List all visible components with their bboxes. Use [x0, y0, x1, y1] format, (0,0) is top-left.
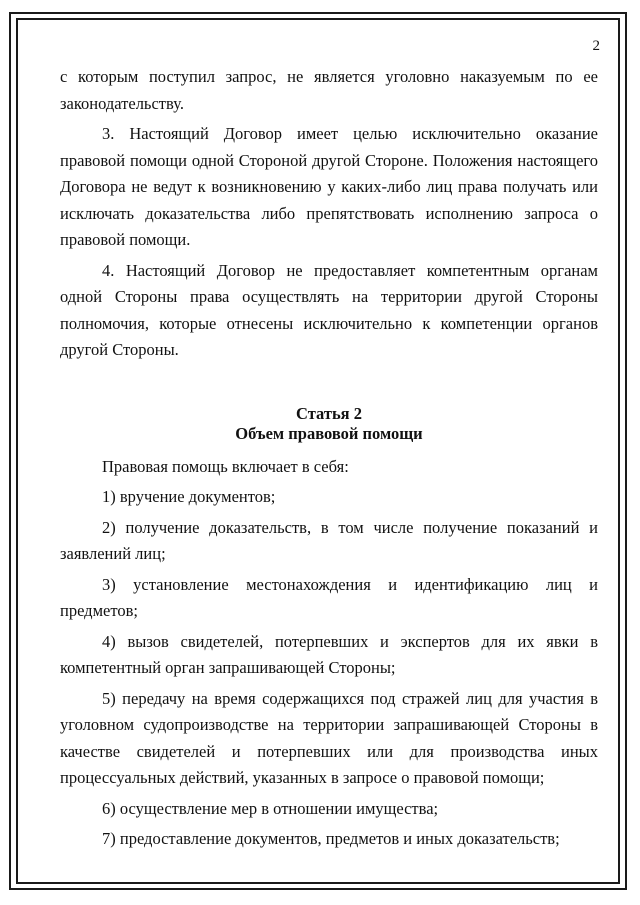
- article-subtitle: Объем правовой помощи: [235, 423, 423, 443]
- list-item-7: 7) предоставление документов, предметов и иных доказательств;: [102, 829, 560, 848]
- article-heading: [60, 404, 598, 444]
- list-item-1: 1) вручение документов;: [102, 487, 276, 506]
- paragraph-clause-4: 4. Настоящий Договор не предоставляет компетентным органам одной Стороны права осуществлять на территории другой Стороны полномочия, которые отнесены исключительно к компетенции органов другой Стороны.: [60, 260, 598, 359]
- list-item-3: 3) установление местонахождения и идентификацию лиц и предметов;: [60, 574, 598, 620]
- paragraph-clause-3: 3. Настоящий Договор имеет целью исключительно оказание правовой помощи одной Стороной другой Стороне. Положения настоящего Договора не ведут к возникновению у каких-либо лиц права получать или исключать доказательства либо препятствовать исполнению запроса о правовой помощи.: [60, 124, 598, 249]
- document-body: [60, 64, 598, 853]
- paragraph-continuation: с которым поступил запрос, не является уголовно наказуемым по ее законодательству.: [60, 67, 598, 113]
- page-number: 2: [592, 38, 600, 54]
- article-title: Статья 2: [296, 403, 362, 423]
- list-item-6: 6) осуществление мер в отношении имущества;: [102, 798, 439, 818]
- list-item-4: 4) вызов свидетелей, потерпевших и экспертов для их явки в компетентный орган запрашивающей Стороны;: [60, 631, 598, 677]
- list-item-2: 2) получение доказательств, в том числе получение показаний и заявлений лиц;: [60, 517, 598, 563]
- paragraph-intro: Правовая помощь включает в себя:: [102, 456, 349, 476]
- list-item-5: 5) передачу на время содержащихся под стражей лиц для участия в уголовном судопроизводстве на территории запрашивающей Стороны в качестве свидетелей и потерпевших или для производства иных процессуальных действий, указанных в запросе о правовой помощи;: [60, 688, 598, 787]
